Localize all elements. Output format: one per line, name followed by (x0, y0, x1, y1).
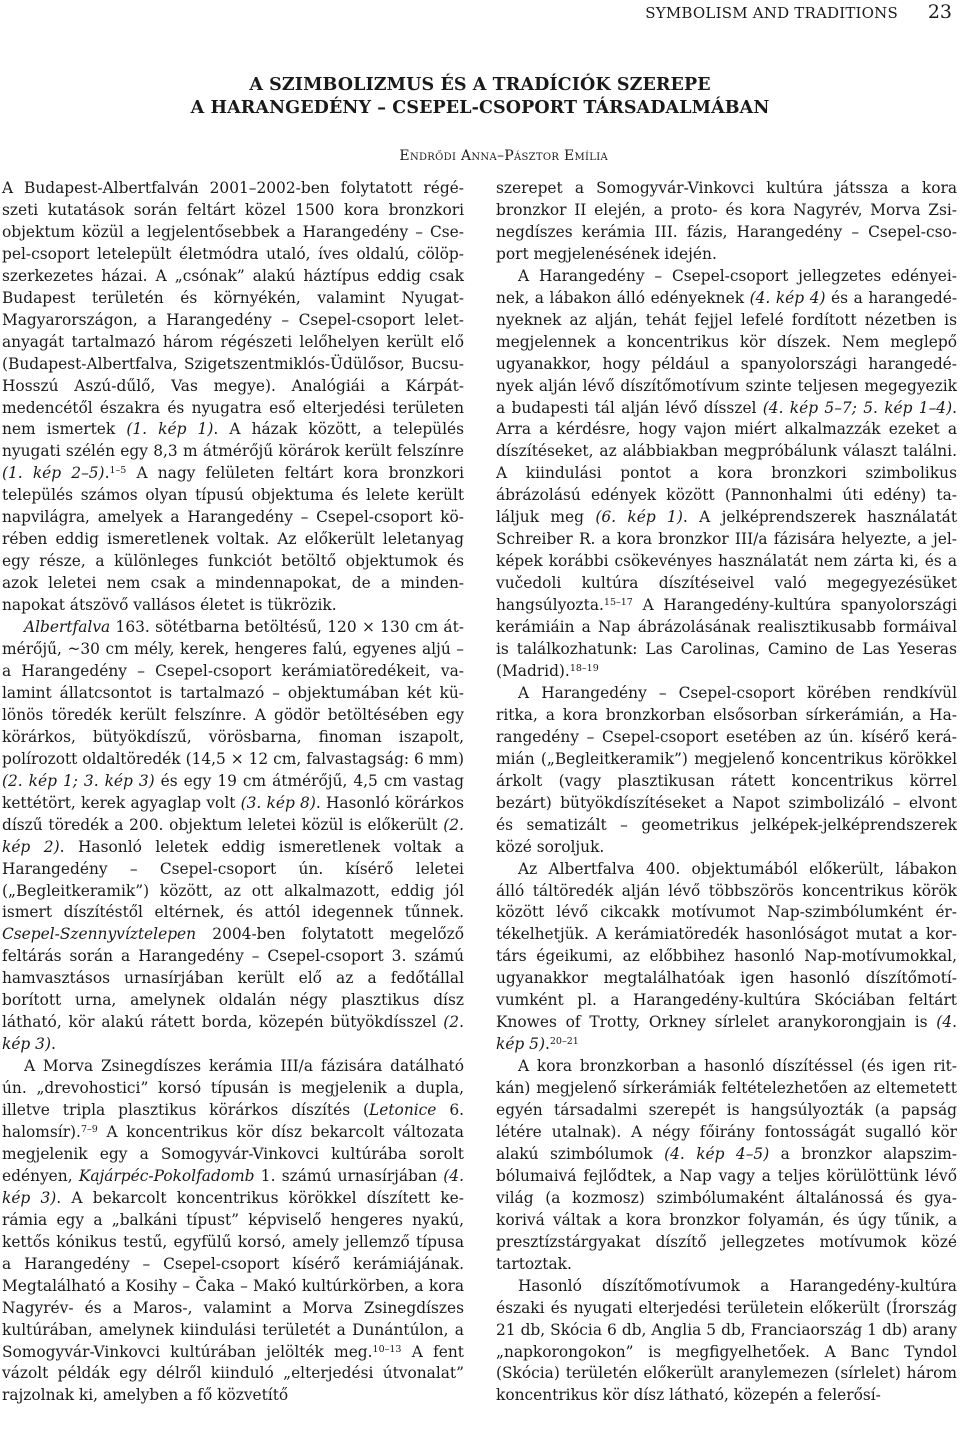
footnote-ref: 7–9 (80, 1123, 98, 1135)
paragraph: A kora bronzkorban a hasonló díszítéssel (és igen ritkán) megjelenő sírkerámiák feltételezhetően az eltemetett egyén társadalmi szerepét is hangsúlyozták (a papság létére utalnak). A négy főirány fontosságát sugalló kör alakú szimbólumok (4. kép 4–5) a bronzkor alapszimbólumaivá fejlődtek, a Nap vagy a teljes körülöttünk lévő világ (a kozmosz) szimbólumaként általánossá és gyakorivá váltak a kora bronzkor folyamán, és úgy tűnik, a presztízstárgyakat díszítő jellegzetes motívumok közé tartoztak. (496, 1057, 957, 1273)
footnote-ref: 10–13 (372, 1343, 402, 1355)
footnote-ref: 18–19 (569, 662, 599, 674)
paragraph: Albertfalva 163. sötétbarna betöltésű, 120 × 130 cm átmérőjű, ~30 cm mély, kerek, hengeres falú, egyenes aljú – a Harangedény – Csepel-csoport kerámiatöredékeit, valamint állatcsontot is tartalmazó – objektumában két különös töredék került felszínre. A gödör betöltésében egy körárkos, bütyökdíszű, vörösbarna, finoman iszapolt, polírozott oldaltöredék (14,5 × 12 cm, falvastagság: 6 mm) (2. kép 1; 3. kép 3) és egy 19 cm átmérőjű, 4,5 cm vastag kettétört, kerek agyaglap volt (3. kép 8). Hasonló körárkos díszű töredék a 200. objektum leletei közül is előkerült (2. kép 2). Hasonló leletek eddig ismeretlenek voltak a Harangedény – Csepel-csoport ún. kísérő leletei („Begleitkeramik”) között, az ott alkalmazott, eddig jól ismert díszítéstől eltérnek, és attól idegennek tűnnek. Csepel-Szennyvíztelepen 2004-ben folytatott megelőző feltárás során a Harangedény – Csepel-csoport 3. számú hamvasztásos urnasírjában került elő az a fedőtállal borított urna, amelynek oldalán négy plasztikus dísz látható, kör alakú rátett borda, közepén bütyökdísszel (2. kép 3). (2, 618, 465, 1054)
footnote-ref: 15–17 (603, 597, 633, 609)
left-column (2, 178, 464, 1407)
footnote-ref: 20–21 (549, 1036, 579, 1048)
running-title: SYMBOLISM AND TRADITIONS (645, 4, 898, 22)
right-column (496, 178, 957, 1407)
paragraph: Hasonló díszítőmotívumok a Harangedény-kultúra északi és nyugati elterjedési területein előkerült (Írország 21 db, Skócia 6 db, Anglia 5 db, Franciaország 1 db) arany „napkorongokon” is megfigyelhetőek. A Banc Tyndol (Skócia) területén előkerült aranylemezen (sírlelet) három koncentrikus kör dísz látható, közepén a felerősí- (496, 1276, 957, 1405)
paragraph: A Budapest-Albertfalván 2001–2002-ben folytatott régészeti kutatások során feltárt közel 1500 kora bronzkori objektum közül a legjelentősebbek a Harangedény – Csepel-csoport letelepült életmódra utaló, íves oldalú, cölöpszerkezetes házai. A „csónak” alakú háztípus eddig csak Budapest területén és környékén, valamint Nyugat-Magyarországon, a Harangedény – Csepel-csoport leletanyagát tartalmazó három régészeti lelőhelyen került elő (Budapest-Albertfalva, Szigetszentmiklós-Üdülősor, Bucsu-Hosszú Aszú-dűlő, Vas megye). Analógiái a Kárpát-medencétől északra és nyugatra eső elterjedési területen nem ismertek (1. kép 1). A házak között, a település nyugati szélén egy 8,3 m átmérőjű körárok került felszínre (1. kép 2–5).$^{1-5}$ A nagy felületen feltárt kora bronzkori település számos olyan típusú objektuma és lelete került napvilágra, amelyek a Harangedény – Csepel-csoport körében eddig ismeretlenek voltak. Az előkerült leletanyag egy része, a különleges funkciót betöltő objektumok és azok leletei nem csak a mindennapokat, de a mindennapokat átszövő vallásos életet is tükrözik. (2, 179, 465, 615)
article-title-line-2: A HARANGEDÉNY – CSEPEL-CSOPORT TÁRSADALMÁBAN (190, 98, 770, 118)
article-authors: Endrődi Anna–Pásztor Emília (399, 148, 608, 164)
page-number: 23 (927, 1, 952, 23)
paragraph: szerepet a Somogyvár-Vinkovci kultúra játssza a kora bronzkor II elején, a proto- és kora Nagyrév, Morva Zsinegdíszes kerámia III. fázis, Harangedény – Csepel-csoport megjelenésének idején. (496, 179, 957, 263)
footnote-ref: 1–5 (109, 465, 127, 477)
paragraph: A Harangedény – Csepel-csoport körében rendkívül ritka, a kora bronzkorban elsősorban sírkerámián, a Harangedény – Csepel-csoport esetében az ún. kísérő kerámián („Begleitkeramik”) megjelenő koncentrikus körökkel árkolt (vagy plasztikusan rátett koncentrikus körrel bezárt) bütyökdíszítéseket a Napot szimbolizáló – elvont és sematizált – geometrikus jelképek-jelképrendszerek közé soroljuk. (496, 683, 957, 856)
paragraph: Az Albertfalva 400. objektumából előkerült, lábakon álló táltöredék alján lévő többszörös koncentrikus körök között lévő cikcakk motívumot Nap-szimbólumként értékelhetjük. A kerámiatöredék hasonlóságot mutat a kortárs égeikumi, az előbbihez hasonló Nap-motívumokkal, ugyanakkor megtalálhatóak igen hasonló díszítőmotívumként pl. a Harangedény-kultúra Skóciában feltárt Knowes of Trotty, Orkney sírlelet aranykorongjain is (4. kép 5).$^{20-21}$ (496, 859, 957, 1054)
paragraph: A Harangedény – Csepel-csoport jellegzetes edényeinek, a lábakon álló edényeknek (4. kép 4) és a harangedényeknek az alján, tehát fejjel lefelé fordított nézetben is megjelennek a koncentrikus kör díszek. Nem meglepő ugyanakkor, hogy például a spanyolországi harangedények alján lévő díszítőmotívum szinte teljesen megegyezik a budapesti tál alján lévő dísszel (4. kép 5–7; 5. kép 1–4). Arra a kérdésre, hogy vajon miért alkalmazzák ezeket a díszítéseket, az alábbiakban megpróbálunk választ találni. A kiindulási pontot a kora bronzkori szimbolikus ábrázolású edények között (Pannonhalmi úti edény) találjuk meg (6. kép 1). A jelképrendszerek használatát Schreiber R. a kora bronzkor III/a fázisára helyezte, a jelképek korábbi csökevényes használatát nem zárta ki, és a vučedoli kultúra díszítéseivel való megegyezésüket hangsúlyozta.$^{15-17}$ A Harangedény-kultúra spanyolországi kerámiáin a Nap ábrázolásának realisztikusabb formáival is találkozhatunk: Las Carolinas, Camino de Las Yeseras (Madrid).$^{18-19}$ (496, 266, 958, 680)
paragraph: A Morva Zsinegdíszes kerámia III/a fázisára datálható ún. „drevohostici” korsó típusán is megjelenik a dupla, illetve tripla plasztikus körárkos díszítés (Letonice 6. halomsír).$^{7-9}$ A koncentrikus kör dísz bekarcolt változata megjelenik egy a Somogyvár-Vinkovci kultúrába sorolt edényen, Kajárpéc-Pokolfadomb 1. számú urnasírjában (4. kép 3). A bekarcolt koncentrikus körökkel díszített kerámia egy a „balkáni típust” képviselő hengeres nyakú, kettős kónikus testű, egyfülű korsó, amely jellemző típusa a Harangedény – Csepel-csoport kísérő kerámiájának. Megtalálható a Kosihy – Čaka – Makó kultúrkörben, a kora Nagyrév- és a Maros-, valamint a Morva Zsinegdíszes kultúrában, amelynek kiindulási területét a Dunántúlon, a Somogyvár-Vinkovci kultúrában jelölték meg.$^{10-13}$ A fent vázolt példák egy délről kiinduló „elterjedési útvonalat” rajzolnak ki, amelyben a fő közvetítő (2, 1057, 465, 1405)
article-title-line-1: A SZIMBOLIZMUS ÉS A TRADÍCIÓK SZEREPE (249, 75, 711, 95)
running-header (0, 2, 960, 26)
article-title (0, 74, 960, 120)
